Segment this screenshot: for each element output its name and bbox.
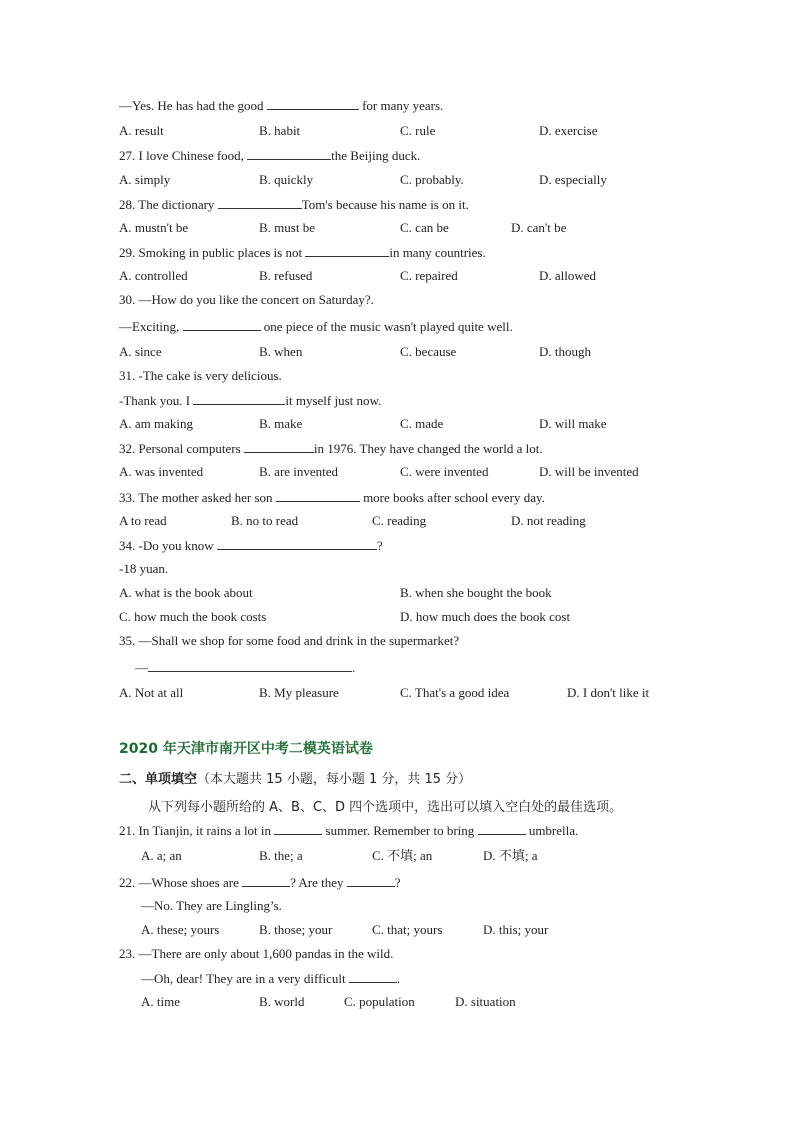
q35-stem: 35. —Shall we shop for some food and drink in the supermarket? bbox=[119, 633, 460, 648]
option-a[interactable]: A to read bbox=[119, 513, 167, 528]
q30-stem: 30. —How do you like the concert on Saturday?. bbox=[119, 292, 374, 307]
option-c[interactable]: C. 不填; an bbox=[372, 848, 433, 863]
q26-stem: —Yes. He has had the good for many years. bbox=[119, 98, 444, 113]
answer-blank[interactable] bbox=[276, 489, 360, 502]
option-a[interactable]: A. what is the book about bbox=[119, 585, 253, 600]
section-header bbox=[119, 768, 471, 787]
option-b[interactable]: B. when bbox=[259, 344, 303, 359]
option-b[interactable]: B. the; a bbox=[259, 848, 303, 863]
q28-stem: 28. The dictionary Tom's because his name is on it. bbox=[119, 197, 469, 212]
option-b[interactable]: B. world bbox=[259, 994, 305, 1009]
option-d[interactable]: D. situation bbox=[455, 994, 516, 1009]
option-c[interactable]: C. because bbox=[400, 344, 457, 359]
option-c[interactable]: C. reading bbox=[372, 513, 427, 528]
option-a[interactable]: A. these; yours bbox=[141, 922, 220, 937]
q29-stem: 29. Smoking in public places is not in many countries. bbox=[119, 245, 486, 260]
answer-blank[interactable] bbox=[244, 440, 314, 453]
option-d[interactable]: D. can't be bbox=[511, 220, 567, 235]
q32-stem: 32. Personal computers in 1976. They have changed the world a lot. bbox=[119, 441, 543, 456]
q27-stem: 27. I love Chinese food, the Beijing duck. bbox=[119, 148, 421, 163]
q35-reply: — . bbox=[135, 660, 356, 675]
q21-stem: 21. In Tianjin, it rains a lot in summer. Remember to bring umbrella. bbox=[119, 823, 579, 838]
q31-stem: 31. -The cake is very delicious. bbox=[119, 368, 282, 383]
option-d[interactable]: D. will make bbox=[539, 416, 607, 431]
option-b[interactable]: B. those; your bbox=[259, 922, 333, 937]
q23-stem: 23. —There are only about 1,600 pandas in the wild. bbox=[119, 946, 394, 961]
option-b[interactable]: B. no to read bbox=[231, 513, 299, 528]
answer-blank[interactable] bbox=[247, 147, 331, 160]
option-c[interactable]: C. were invented bbox=[400, 464, 489, 479]
option-d[interactable]: D. this; your bbox=[483, 922, 549, 937]
option-a[interactable]: A. time bbox=[141, 994, 180, 1009]
option-b[interactable]: B. make bbox=[259, 416, 303, 431]
answer-blank[interactable] bbox=[347, 874, 395, 887]
q34-stem: 34. -Do you know ? bbox=[119, 538, 383, 553]
option-c[interactable]: C. That's a good idea bbox=[400, 685, 510, 700]
option-d[interactable]: D. not reading bbox=[511, 513, 586, 528]
answer-blank[interactable] bbox=[478, 822, 526, 835]
answer-blank[interactable] bbox=[349, 970, 397, 983]
section-heading: 二、单项填空 bbox=[119, 772, 198, 787]
option-b[interactable]: B. are invented bbox=[259, 464, 339, 479]
answer-blank[interactable] bbox=[305, 244, 389, 257]
q23-reply: —Oh, dear! They are in a very difficult . bbox=[141, 971, 401, 986]
option-c[interactable]: C. repaired bbox=[400, 268, 458, 283]
q34-reply: -18 yuan. bbox=[119, 561, 169, 576]
option-c[interactable]: C. rule bbox=[400, 123, 436, 138]
option-a[interactable]: A. was invented bbox=[119, 464, 204, 479]
section-note: （本大题共 15 小题，每小题 1 分，共 15 分） bbox=[197, 772, 472, 787]
answer-blank[interactable] bbox=[148, 659, 352, 672]
answer-blank[interactable] bbox=[183, 318, 261, 331]
option-c[interactable]: C. made bbox=[400, 416, 444, 431]
answer-blank[interactable] bbox=[218, 196, 302, 209]
exam-title: 2020 年天津市南开区中考二模英语试卷 bbox=[119, 741, 373, 757]
option-c[interactable]: C. probably. bbox=[400, 172, 464, 187]
option-a[interactable]: A. controlled bbox=[119, 268, 188, 283]
option-d[interactable]: D. especially bbox=[539, 172, 607, 187]
option-c[interactable]: C. how much the book costs bbox=[119, 609, 267, 624]
option-b[interactable]: B. refused bbox=[259, 268, 313, 283]
option-d[interactable]: D. exercise bbox=[539, 123, 598, 138]
section-instruction: 从下列每小题所给的 A、B、C、D 四个选项中，选出可以填入空白处的最佳选项。 bbox=[148, 800, 623, 815]
option-d[interactable]: D. 不填; a bbox=[483, 848, 538, 863]
option-b[interactable]: B. habit bbox=[259, 123, 301, 138]
option-a[interactable]: A. a; an bbox=[141, 848, 182, 863]
option-d[interactable]: D. though bbox=[539, 344, 591, 359]
option-c[interactable]: C. population bbox=[344, 994, 415, 1009]
q22-stem: 22. —Whose shoes are ? Are they ? bbox=[119, 875, 401, 890]
option-a[interactable]: A. simply bbox=[119, 172, 171, 187]
option-b[interactable]: B. quickly bbox=[259, 172, 314, 187]
option-a[interactable]: A. mustn't be bbox=[119, 220, 189, 235]
option-a[interactable]: A. Not at all bbox=[119, 685, 184, 700]
option-c[interactable]: C. can be bbox=[400, 220, 449, 235]
option-b[interactable]: B. must be bbox=[259, 220, 315, 235]
option-b[interactable]: B. when she bought the book bbox=[400, 585, 552, 600]
answer-blank[interactable] bbox=[217, 537, 377, 550]
option-a[interactable]: A. since bbox=[119, 344, 162, 359]
answer-blank[interactable] bbox=[274, 822, 322, 835]
answer-blank[interactable] bbox=[267, 97, 359, 110]
option-d[interactable]: D. allowed bbox=[539, 268, 597, 283]
q33-stem: 33. The mother asked her son more books after school every day. bbox=[119, 490, 545, 505]
option-a[interactable]: A. am making bbox=[119, 416, 194, 431]
option-d[interactable]: D. I don't like it bbox=[567, 685, 650, 700]
option-d[interactable]: D. will be invented bbox=[539, 464, 639, 479]
option-a[interactable]: A. result bbox=[119, 123, 164, 138]
option-b[interactable]: B. My pleasure bbox=[259, 685, 339, 700]
answer-blank[interactable] bbox=[242, 874, 290, 887]
q22-reply: —No. They are Lingling’s. bbox=[141, 898, 282, 913]
q31-reply: -Thank you. I it myself just now. bbox=[119, 393, 382, 408]
option-c[interactable]: C. that; yours bbox=[372, 922, 443, 937]
q30-reply: —Exciting, one piece of the music wasn't played quite well. bbox=[119, 319, 513, 334]
option-d[interactable]: D. how much does the book cost bbox=[400, 609, 571, 624]
answer-blank[interactable] bbox=[193, 392, 285, 405]
